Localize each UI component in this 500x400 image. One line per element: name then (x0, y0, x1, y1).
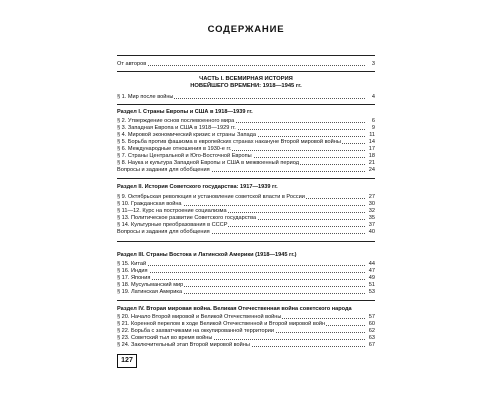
toc-entry-text: § 13. Политическое развитие Советского государства (117, 215, 257, 221)
toc-entry-text: § 5. Борьба против фашизма в европейских странах накануне Второй мировой войны (117, 139, 341, 145)
toc-entry-page: 17 (366, 145, 375, 153)
toc-entry-page: 6 (366, 117, 375, 125)
toc-entry-text: § 15. Китай (117, 261, 147, 267)
toc-entry-page: 37 (366, 221, 375, 229)
toc-entry-page: 3 (366, 60, 375, 68)
toc-entry-page: 14 (366, 138, 375, 146)
toc-entry (117, 228, 375, 236)
toc-entry-page: 4 (366, 93, 375, 101)
toc-entry-text: § 21. Коренной перелом в ходе Великой Отечественной и Второй мировой войн (117, 321, 326, 327)
toc-entry-text: § 24. Заключительный этап Второй мировой войны (117, 342, 250, 348)
toc-entry-page: 11 (366, 131, 375, 139)
toc-entry-text: § 4. Мировой экономический кризис и страны Запада (117, 132, 256, 138)
toc-entry-page: 32 (366, 207, 375, 215)
toc-entry-text: § 1. Мир после войны (117, 94, 174, 100)
toc-entry-page: 51 (366, 281, 375, 289)
toc-entry-page: 21 (366, 159, 375, 167)
toc-entry-text: Вопросы и задания для обобщения (117, 167, 210, 173)
toc-entry-page: 67 (366, 341, 375, 349)
toc-entry-page: 62 (366, 327, 375, 335)
toc-entry-intro (117, 60, 375, 68)
toc-entry-text: § 14. Культурные преобразования в СССР (117, 222, 228, 228)
section-heading (117, 305, 375, 313)
toc-entry-page: 30 (366, 200, 375, 208)
page-title: СОДЕРЖАНИЕ (207, 24, 285, 35)
toc-entry (117, 288, 375, 296)
divider (117, 104, 375, 105)
toc-entry-page: 24 (366, 166, 375, 174)
toc-entry-page: 40 (366, 228, 375, 236)
dot-leader (117, 65, 367, 66)
toc-entry-page: 60 (366, 320, 375, 328)
toc-entry-text: § 11—12. Курс на построение социализма (117, 208, 227, 214)
toc-entry-text: § 10. Гражданская война (117, 201, 182, 207)
toc-entry-page: 27 (366, 193, 375, 201)
divider (117, 71, 375, 72)
divider (117, 300, 375, 301)
toc-entry-text: § 23. Советский тыл во время войны (117, 335, 213, 341)
toc-entry-page: 35 (366, 214, 375, 222)
toc-entry (117, 93, 375, 101)
toc-entry-text: § 22. Борьба с захватчиками на оккупированной территории (117, 328, 274, 334)
section-heading (117, 183, 375, 191)
toc-entry-page: 53 (366, 288, 375, 296)
dot-leader (117, 272, 367, 273)
toc-entry-text: § 17. Япония (117, 275, 151, 281)
toc-entry-text: Раздел II. История Советского государства: 1917—1939 гг. (117, 184, 278, 190)
toc-entry-text: § 16. Индия (117, 268, 148, 274)
toc-entry-text: Раздел I. Страны Европы и США в 1918—1939 гг. (117, 109, 253, 115)
dot-leader (117, 265, 367, 266)
toc-entry (117, 166, 375, 174)
dot-leader (117, 279, 367, 280)
toc-entry-page: 9 (366, 124, 375, 132)
toc-entry-text: § 20. Начало Второй мировой и Великой Отечественной войны (117, 314, 282, 320)
toc-entry-text: § 3. Западная Европа и США в 1918—1929 гг. (117, 125, 236, 131)
page-number: 127 (117, 354, 137, 368)
toc-entry-page: 57 (366, 313, 375, 321)
toc-entry-page: 49 (366, 274, 375, 282)
toc-entry-text: Вопросы и задания для обобщения (117, 229, 210, 235)
toc-entry-text: § 18. Мусульманский мир (117, 282, 184, 288)
divider (117, 178, 375, 179)
contents-page (117, 0, 375, 400)
toc-entry-text: § 6. Международные отношения в 1930-е гг. (117, 146, 232, 152)
toc-entry-text: Раздел III. Страны Востока и Латинской Америки (1918—1945 гг.) (117, 252, 297, 258)
section-heading (117, 108, 375, 116)
divider (117, 241, 375, 242)
divider (117, 55, 375, 56)
toc-entry-text: § 9. Октябрьская революция и установление советской власти в России (117, 194, 305, 200)
toc-entry-text: § 8. Наука и культура Западной Европы и США в межвоенный период (117, 160, 299, 166)
toc-entry-text: § 7. Страны Центральной и Юго-Восточной Европы (117, 153, 252, 159)
toc-entry-page: 47 (366, 267, 375, 275)
toc-entry (117, 341, 375, 349)
toc-entry-text: § 19. Латинская Америка (117, 289, 183, 295)
toc-entry-page: 63 (366, 334, 375, 342)
part-heading-line2: НОВЕЙШЕГО ВРЕМЕНИ: 1918—1945 гг. (190, 83, 302, 89)
part-heading-line1: ЧАСТЬ I. ВСЕМИРНАЯ ИСТОРИЯ (199, 76, 293, 82)
toc-entry-text: Раздел IV. Вторая мировая война. Великая Отечественная война советского народа (117, 306, 352, 312)
section-heading (117, 251, 375, 259)
toc-entry-page: 44 (366, 260, 375, 268)
toc-entry-text: От авторов (117, 61, 147, 67)
toc-entry-page: 18 (366, 152, 375, 160)
toc-entry-text: § 2. Утверждение основ послевоенного мира (117, 118, 235, 124)
